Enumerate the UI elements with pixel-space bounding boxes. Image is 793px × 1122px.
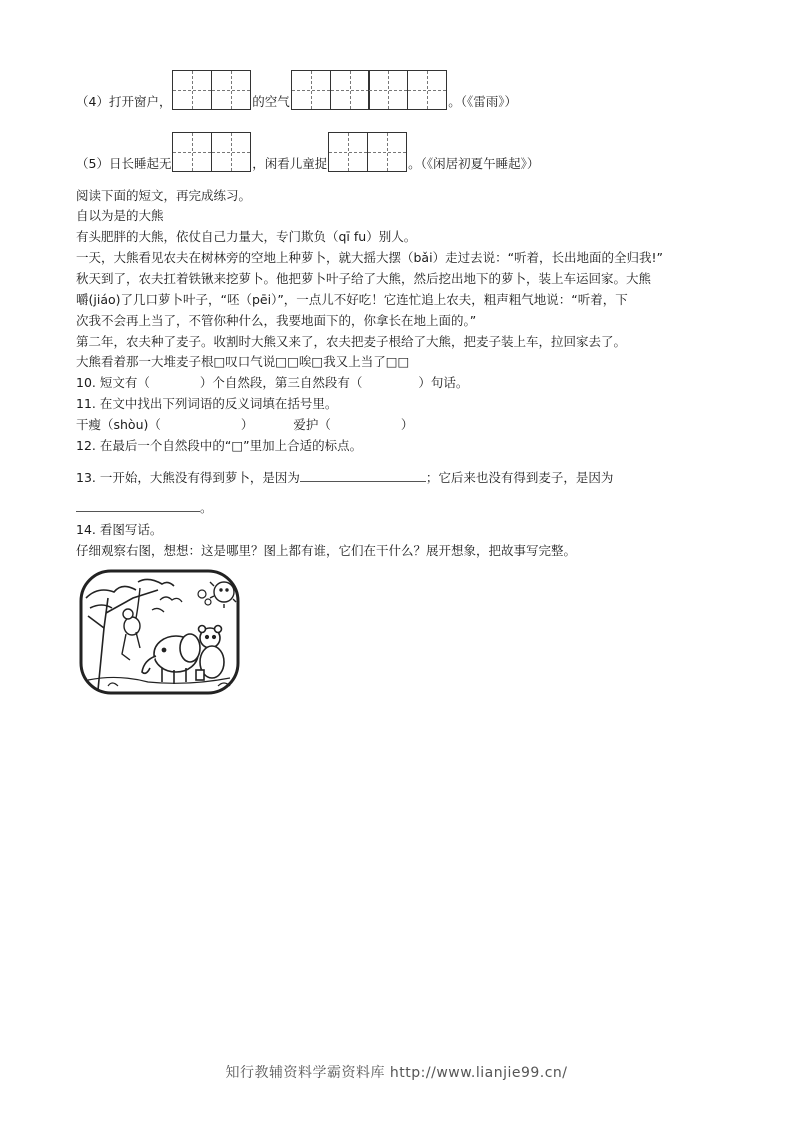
q5-prefix: （5）日长睡起无 [76, 156, 172, 171]
grid-cell[interactable] [291, 70, 331, 110]
q4-answer-grid-2[interactable] [291, 70, 447, 110]
q13-answer-2[interactable] [76, 498, 200, 512]
q13-text-b: 是因为 [262, 470, 300, 485]
q11-word-2: 爱护（ [293, 417, 331, 432]
question-5 [76, 132, 539, 172]
question-12: 12. 在最后一个自然段中的“□”里加上合适的标点。 [76, 438, 363, 453]
q13-text-c: ；它后来也没有得到麦子，是因为 [425, 470, 614, 485]
reading-intro: 阅读下面的短文，再完成练习。 [76, 188, 252, 203]
q10-text-b: ）个自然段，第三自然段有（ [199, 375, 363, 390]
q10-text-c: ）句话。 [418, 375, 469, 390]
question-14-instructions: 仔细观察右图，想想：这是哪里？图上都有谁，它们在干什么？展开想象，把故事写完整。 [76, 543, 577, 558]
q13-text-a: 13. 一开始，大熊没有得到萝卜， [76, 470, 263, 485]
q11-word-1: 干瘦（shòu)（ [76, 417, 161, 432]
q11-word-2-close: ） [400, 417, 414, 432]
question-11: 11. 在文中找出下列词语的反义词填在括号里。 [76, 396, 338, 411]
passage-line: 大熊看着那一大堆麦子根□叹口气说□□唉□我又上当了□□ [76, 354, 410, 369]
question-4 [76, 70, 517, 110]
q5-answer-grid-2[interactable] [328, 132, 407, 172]
passage-line: 一天，大熊看见农夫在树林旁的空地上种萝卜，就大摇大摆（bǎi）走过去说：“听着，长出地面的全归我!” [76, 250, 664, 265]
question-13 [76, 468, 613, 488]
question-10 [76, 373, 468, 393]
q4-suffix: 。（《雷雨》） [448, 94, 517, 109]
grid-cell[interactable] [211, 70, 251, 110]
q13-text-d: 。 [200, 500, 213, 515]
story-illustration [78, 568, 241, 696]
passage-line: 第二年，农夫种了麦子。收割时大熊又来了，农夫把麦子根给了大熊，把麦子装上车，拉回家去了。 [76, 334, 627, 349]
q5-mid: ，闲看儿童捉 [252, 156, 328, 171]
grid-cell[interactable] [368, 70, 408, 110]
q10-text-a: 10. 短文有（ [76, 375, 150, 390]
passage-title: 自以为是的大熊 [76, 208, 164, 223]
grid-cell[interactable] [407, 70, 447, 110]
q4-prefix: （4）打开窗户， [76, 94, 172, 109]
q4-answer-grid-1[interactable] [172, 70, 251, 110]
grid-cell[interactable] [172, 132, 212, 172]
passage-line: 次我不会再上当了，不管你种什么，我要地面下的，你拿长在地上面的。” [76, 313, 477, 328]
grid-cell[interactable] [330, 70, 370, 110]
q4-mid: 的空气 [252, 94, 290, 109]
q11-word-1-close: ） [240, 417, 254, 432]
grid-cell[interactable] [211, 132, 251, 172]
q13-answer-1[interactable] [300, 468, 426, 482]
footer-watermark: 知行教辅资料学霸资料库 http://www.lianjie99.cn/ [225, 1065, 568, 1081]
passage-line: 秋天到了，农夫扛着铁锹来挖萝卜。他把萝卜叶子给了大熊，然后挖出地下的萝卜，装上车运回家。大熊 [76, 271, 652, 286]
q5-suffix: 。（《闲居初夏午睡起》） [408, 156, 540, 171]
question-11-words [76, 415, 413, 435]
grid-cell[interactable] [367, 132, 407, 172]
passage-line: 嚼(jiáo)了几口萝卜叶子，“呸（pēi）”，一点儿不好吃！它连忙追上农夫，粗声粗气地说：“听着，下 [76, 292, 628, 307]
question-14: 14. 看图写话。 [76, 522, 163, 537]
question-13-cont [76, 498, 213, 518]
grid-cell[interactable] [328, 132, 368, 172]
passage-line: 有头肥胖的大熊，依仗自己力量大，专门欺负（qī fu）别人。 [76, 229, 417, 244]
grid-cell[interactable] [172, 70, 212, 110]
q5-answer-grid-1[interactable] [172, 132, 251, 172]
